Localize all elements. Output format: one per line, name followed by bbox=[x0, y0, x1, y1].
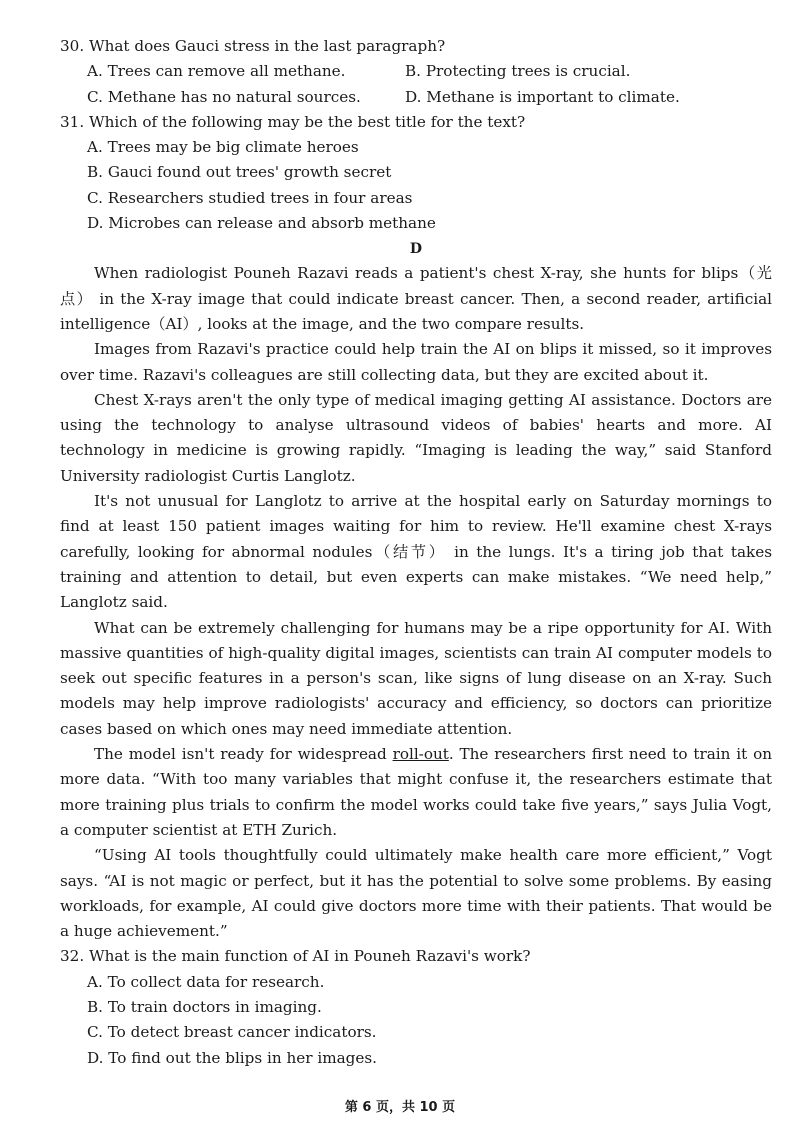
page-footer: 第 6 页，共 10 页 bbox=[344, 1100, 456, 1115]
q31-option-c: C. Researchers studied trees in four areas bbox=[87, 188, 413, 207]
q30-option-c: C. Methane has no natural sources. bbox=[87, 87, 361, 106]
page-content bbox=[60, 34, 772, 1071]
paragraph-6-before: The model isn't ready for widespread bbox=[94, 745, 393, 764]
passage-paragraph-3: Chest X-rays aren't the only type of medical imaging getting AI assistance. Doctors are using the technology to analyse ultrasound videos of babies' hearts and more. AI technology in medicine is growing rapidly. “Imaging is leading the way,” said Stanford University radiologist Curtis Langlotz. bbox=[60, 390, 772, 485]
q30-option-a: A. Trees can remove all methane. bbox=[87, 62, 346, 81]
q32-option-c: C. To detect breast cancer indicators. bbox=[87, 1023, 377, 1042]
q30-option-b: B. Protecting trees is crucial. bbox=[405, 62, 631, 81]
q31-option-d: D. Microbes can release and absorb methane bbox=[87, 214, 436, 233]
passage-paragraph-7: “Using AI tools thoughtfully could ultimately make health care more efficient,” Vogt says. “AI is not magic or perfect, but it has the potential to solve some problems. By easing workloads, for example, AI could give doctors more time with their patients. That would be a huge achievement.” bbox=[60, 846, 772, 941]
underlined-word-roll-out: roll-out bbox=[392, 745, 449, 764]
q31-option-a: A. Trees may be big climate heroes bbox=[87, 138, 359, 157]
section-letter: D bbox=[409, 241, 423, 258]
q30-option-d: D. Methane is important to climate. bbox=[405, 87, 680, 106]
passage-paragraph-5: What can be extremely challenging for humans may be a ripe opportunity for AI. With massive quantities of high-quality digital images, scientists can train AI computer models to seek out specific features in a person's scan, like signs of lung disease on an X-ray. Such models may help improve radiologists' accuracy and efficiency, so doctors can prioritize cases based on which ones may need immediate attention. bbox=[60, 618, 772, 738]
paragraph-6-after: . The researchers first need to train it on more data. “With too many variables that might confuse it, the researchers estimate that more training plus trials to confirm the model works could take five years,” says Julia Vogt, a computer scientist at ETH Zurich. bbox=[60, 745, 772, 839]
question-32-options bbox=[87, 970, 772, 1071]
q32-option-d: D. To find out the blips in her images. bbox=[87, 1048, 377, 1067]
question-32-stem: 32. What is the main function of AI in Pouneh Razavi's work? bbox=[60, 947, 531, 966]
q32-option-b: B. To train doctors in imaging. bbox=[87, 997, 322, 1016]
passage-paragraph-4: It's not unusual for Langlotz to arrive at the hospital early on Saturday mornings to find at least 150 patient images waiting for him to review. He'll examine chest X-rays carefully, looking for abnormal nodules（结节） in the lungs. It's a tiring job that takes training and attention to detail, but even experts can make mistakes. “We need help,” Langlotz said. bbox=[60, 492, 772, 612]
question-31-stem: 31. Which of the following may be the best title for the text? bbox=[60, 112, 526, 131]
q32-option-a: A. To collect data for research. bbox=[87, 972, 325, 991]
passage-paragraph-1: When radiologist Pouneh Razavi reads a patient's chest X-ray, she hunts for blips（光点） in the X-ray image that could indicate breast cancer. Then, a second reader, artificial intelligence（AI）, looks at the image, and the two compare results. bbox=[60, 264, 772, 333]
question-31-options bbox=[87, 135, 772, 236]
question-30-options bbox=[87, 59, 772, 110]
passage-paragraph-6 bbox=[60, 742, 772, 843]
passage-paragraph-2: Images from Razavi's practice could help train the AI on blips it missed, so it improves over time. Razavi's colleagues are still collecting data, but they are excited about it. bbox=[60, 340, 772, 384]
question-30-stem: 30. What does Gauci stress in the last paragraph? bbox=[60, 37, 446, 55]
q31-option-b: B. Gauci found out trees' growth secret bbox=[87, 163, 392, 182]
